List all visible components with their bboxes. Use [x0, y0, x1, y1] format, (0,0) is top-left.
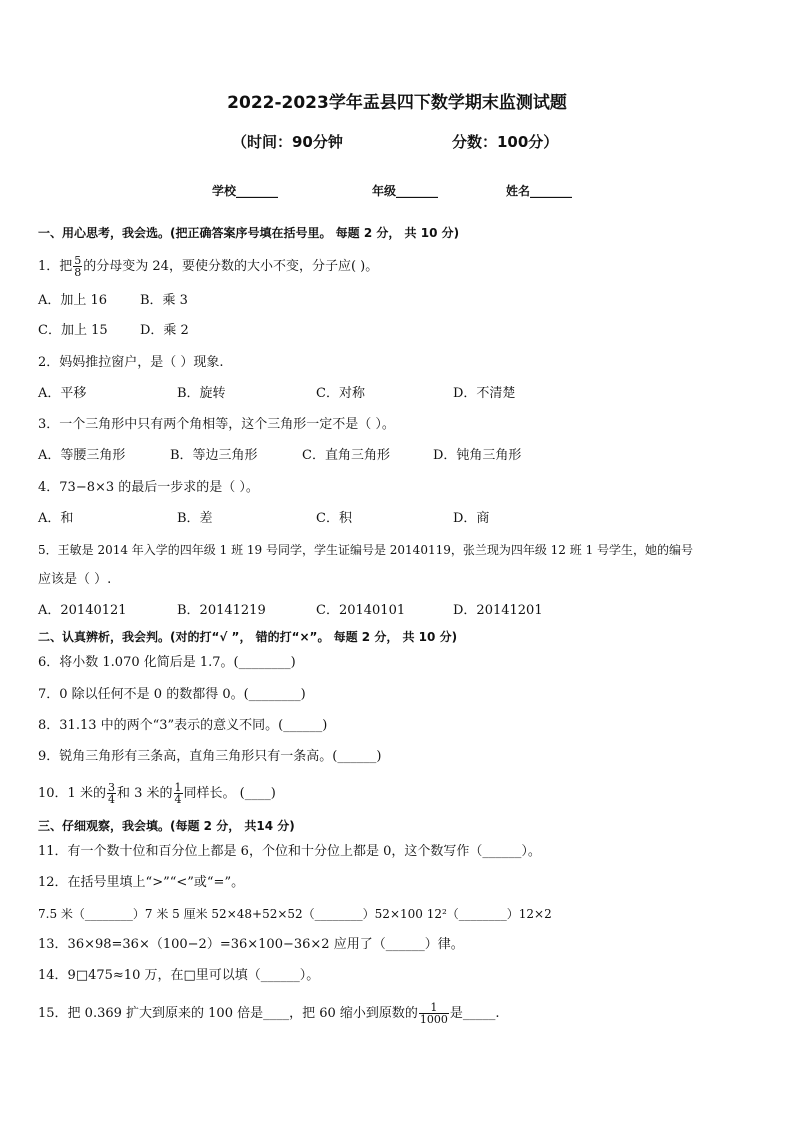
q10-fraction-2-den: 4 [174, 793, 182, 806]
q15-fraction-den: 1000 [419, 1013, 448, 1026]
q10-fraction-2 [174, 782, 183, 805]
q3-option-c: C．直角三角形 [302, 448, 390, 463]
q1-fraction-num: 5 [74, 254, 82, 267]
q2-option-d: D．不清楚 [453, 386, 516, 401]
q10-fraction-1-den: 4 [107, 793, 115, 806]
q4-option-c: C．积 [316, 511, 352, 526]
question-5-line-1: 5．王敏是 2014 年入学的四年级 1 班 19 号同学，学生证编号是 20140119，张兰现为四年级 12 班 1 号学生，她的编号 [38, 543, 694, 557]
q2-option-b: B．旋转 [177, 386, 226, 401]
section3-heading: 三、仔细观察，我会填。(每题 2 分， 共14 分) [38, 819, 295, 833]
q3-option-a: A．等腰三角形 [38, 448, 126, 463]
q3-option-b: B．等边三角形 [170, 448, 258, 463]
question-12: 12．在括号里填上“>”“<”或“=”。 [38, 875, 245, 890]
q10-fraction-2-num: 1 [174, 781, 182, 794]
q1-prefix: 1．把 [38, 259, 73, 274]
question-7: 7．0 除以任何不是 0 的数都得 0。(________) [38, 687, 306, 702]
q1-fraction-den: 8 [74, 266, 82, 279]
q3-option-d: D．钝角三角形 [433, 448, 522, 463]
q2-option-c: C．对称 [316, 386, 365, 401]
q5-option-d: D．20141201 [453, 603, 543, 618]
question-2: 2．妈妈推拉窗户，是（ ）现象. [38, 355, 224, 370]
q1-suffix: 的分母变为 24，要使分数的大小不变，分子应( )。 [83, 259, 379, 274]
q1-fraction [73, 255, 82, 278]
question-6: 6．将小数 1.070 化简后是 1.7。(________) [38, 655, 296, 670]
grade-field: 年级_______ [372, 184, 439, 198]
question-5-line-2: 应该是（ ）. [38, 572, 112, 587]
q4-option-a: A．和 [38, 511, 74, 526]
q10-fraction-1-num: 3 [107, 781, 115, 794]
q2-option-a: A．平移 [38, 386, 87, 401]
q5-option-b: B．20141219 [177, 603, 266, 618]
q15-part-a: 15．把 0.369 扩大到原来的 100 倍是____，把 60 缩小到原数的 [38, 1006, 418, 1021]
q10-part-a: 10．1 米的 [38, 786, 106, 801]
q1-option-a: A．加上 16 [38, 293, 108, 308]
section1-heading: 一、用心思考，我会选。(把正确答案序号填在括号里。 每题 2 分， 共 10 分) [38, 226, 460, 240]
page-title: 2022-2023学年盂县四下数学期末监测试题 [227, 93, 567, 113]
q1-option-d: D．乘 2 [140, 323, 189, 338]
question-13: 13．36×98=36×（100−2）=36×100−36×2 应用了（______）律。 [38, 937, 464, 952]
exam-time: （时间：90分钟 [232, 133, 343, 151]
question-9: 9．锐角三角形有三条高，直角三角形只有一条高。(______) [38, 749, 382, 764]
q1-option-b: B．乘 3 [140, 293, 188, 308]
question-10 [38, 782, 276, 805]
q4-option-d: D．商 [453, 511, 490, 526]
q15-fraction [419, 1002, 449, 1025]
question-12-items: 7.5 米（________）7 米 5 厘米 52×48+52×52（________）52×100 12²（________）12×2 [38, 907, 552, 921]
q5-option-a: A．20140121 [38, 603, 127, 618]
exam-score: 分数：100分） [452, 133, 559, 151]
question-3: 3．一个三角形中只有两个角相等，这个三角形一定不是（ ）。 [38, 417, 395, 432]
question-8: 8．31.13 中的两个“3”表示的意义不同。(______) [38, 718, 328, 733]
q15-part-b: 是_____. [449, 1006, 500, 1021]
question-4: 4．73−8×3 的最后一步求的是（ ）。 [38, 480, 259, 495]
q4-option-b: B．差 [177, 511, 213, 526]
q5-option-c: C．20140101 [316, 603, 406, 618]
question-14: 14．9□475≈10 万，在□里可以填（______）。 [38, 968, 320, 983]
q10-part-b: 和 3 米的 [116, 786, 173, 801]
q1-option-c: C．加上 15 [38, 323, 108, 338]
section2-heading: 二、认真辨析，我会判。(对的打“√ ”， 错的打“×”。 每题 2 分， 共 10 分) [38, 630, 458, 644]
q10-part-c: 同样长。 (____) [183, 786, 276, 801]
school-field: 学校_______ [212, 184, 279, 198]
question-15 [38, 1002, 500, 1025]
question-11: 11．有一个数十位和百分位上都是 6，个位和十分位上都是 0，这个数写作（______）。 [38, 844, 541, 859]
q15-fraction-num: 1 [419, 1002, 449, 1014]
question-1 [38, 255, 378, 278]
name-field: 姓名_______ [506, 184, 573, 198]
q10-fraction-1 [107, 782, 116, 805]
